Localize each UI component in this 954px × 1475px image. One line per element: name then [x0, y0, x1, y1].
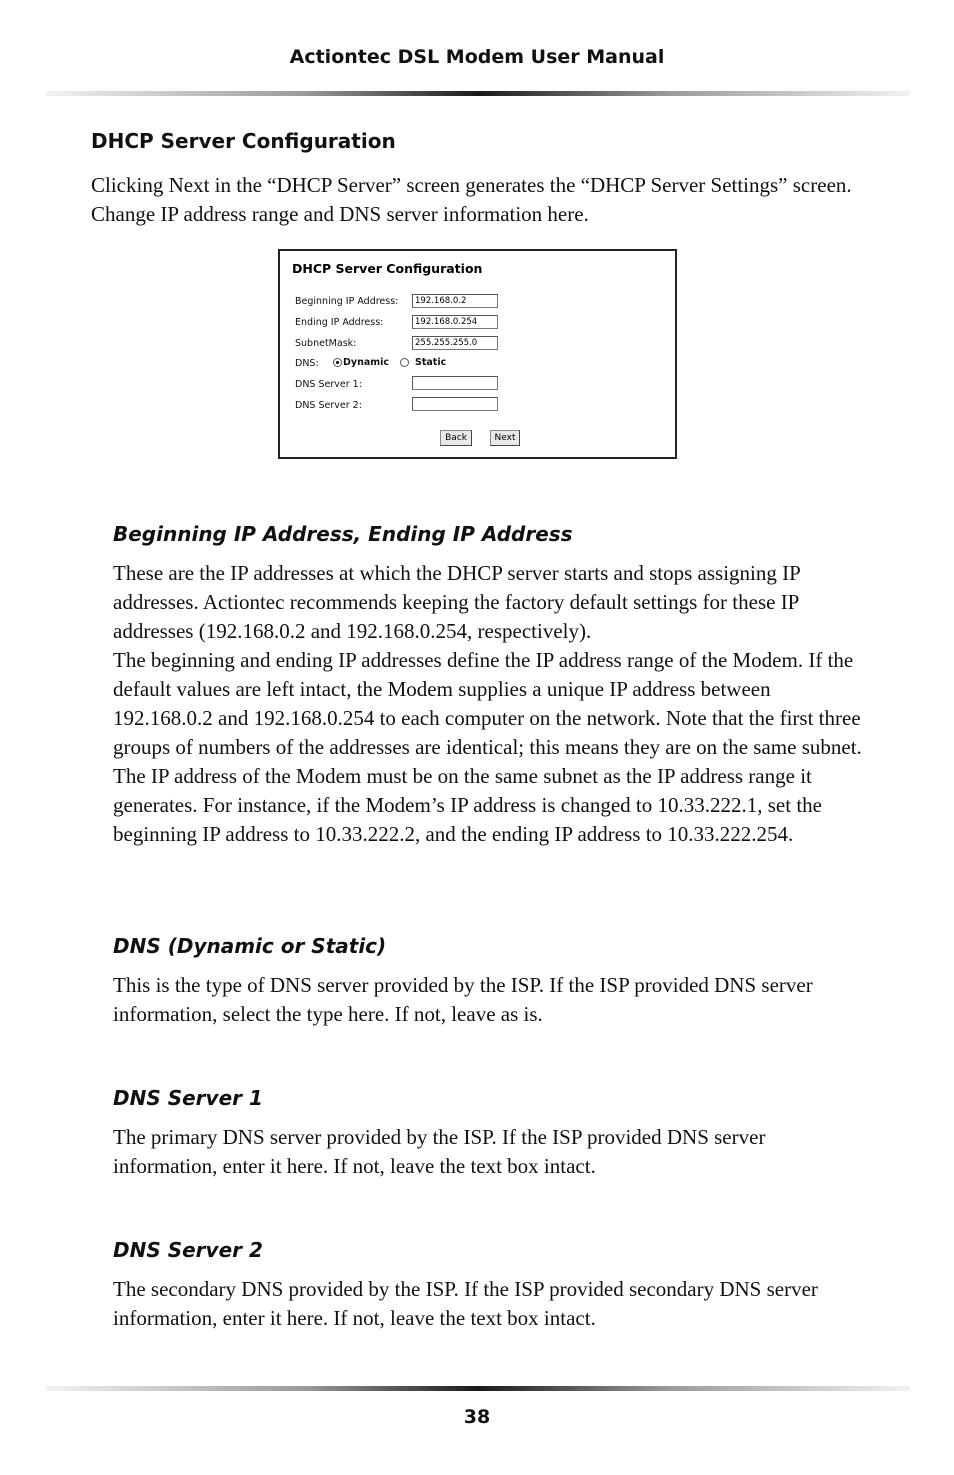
- beginning-ip-label: Beginning IP Address:: [295, 296, 399, 307]
- dns-server-2-paragraph: The secondary DNS provided by the ISP. If the ISP provided secondary DNS server information, enter it here. If not, leave the text box intact.: [113, 1277, 818, 1330]
- ending-ip-input[interactable]: 192.168.0.254: [412, 315, 498, 329]
- dns-server-1-description: [113, 1123, 873, 1181]
- dns-type-paragraph: This is the type of DNS server provided by the ISP. If the ISP provided DNS server information, select the type here. If not, leave as is.: [113, 973, 813, 1026]
- dns-server-2-description: [113, 1275, 873, 1333]
- subheading-dns-server-2: DNS Server 2: [113, 1238, 263, 1262]
- dns-type-description: [113, 971, 873, 1029]
- dhcp-config-screenshot: [278, 249, 677, 459]
- dns-server-1-paragraph: The primary DNS server provided by the ISP. If the ISP provided DNS server information, enter it here. If not, leave the text box intact.: [113, 1125, 766, 1178]
- subheading-ip-range: Beginning IP Address, Ending IP Address: [113, 522, 573, 546]
- header-rule: [46, 91, 910, 96]
- dns-server-1-input[interactable]: [412, 376, 498, 390]
- section-title: DHCP Server Configuration: [91, 129, 396, 153]
- ip-range-paragraph-2: The beginning and ending IP addresses define the IP address range of the Modem. If the default values are left intact, the Modem supplies a unique IP address between 192.168.0.2 and 192.168.0.254 to each computer on the network. Note that the first three groups of numbers of the addresses are identical; this means they are on the same subnet. The IP address of the Modem must be on the same subnet as the IP address range it generates. For instance, if the Modem’s IP address is changed to 10.33.222.1, set the beginning IP address to 10.33.222.2, and the ending IP address to 10.33.222.254.: [113, 648, 862, 846]
- page-number: 38: [463, 1406, 491, 1428]
- ending-ip-label: Ending IP Address:: [295, 317, 384, 328]
- subnet-mask-label: SubnetMask:: [295, 338, 357, 349]
- dns-server-2-input[interactable]: [412, 397, 498, 411]
- dns-server-2-label: DNS Server 2:: [295, 400, 362, 411]
- dns-static-label: Static: [415, 357, 447, 368]
- dns-dynamic-label: Dynamic: [343, 357, 390, 368]
- subheading-dns-server-1: DNS Server 1: [113, 1086, 263, 1110]
- dns-static-radio[interactable]: [400, 358, 409, 367]
- screenshot-title: DHCP Server Configuration: [292, 261, 483, 276]
- dns-server-1-label: DNS Server 1:: [295, 379, 362, 390]
- back-button[interactable]: Back: [440, 430, 472, 446]
- dns-label: DNS:: [295, 358, 319, 369]
- intro-paragraph: Clicking Next in the “DHCP Server” screen generates the “DHCP Server Settings” screen. Change IP address range and DNS server information here.: [91, 173, 852, 226]
- footer-rule: [46, 1386, 910, 1391]
- ip-range-paragraph-1: These are the IP addresses at which the DHCP server starts and stops assigning IP addresses. Actiontec recommends keeping the factory default settings for these IP addresses (192.168.0.2 and 192.168.0.254, respectively).: [113, 561, 801, 643]
- subheading-dns-type: DNS (Dynamic or Static): [113, 934, 387, 958]
- next-button[interactable]: Next: [490, 430, 520, 446]
- beginning-ip-input[interactable]: 192.168.0.2: [412, 294, 498, 308]
- ip-range-description: [113, 559, 873, 849]
- dns-dynamic-radio[interactable]: [333, 358, 342, 367]
- running-header: Actiontec DSL Modem User Manual: [289, 46, 665, 68]
- subnet-mask-input[interactable]: 255.255.255.0: [412, 336, 498, 350]
